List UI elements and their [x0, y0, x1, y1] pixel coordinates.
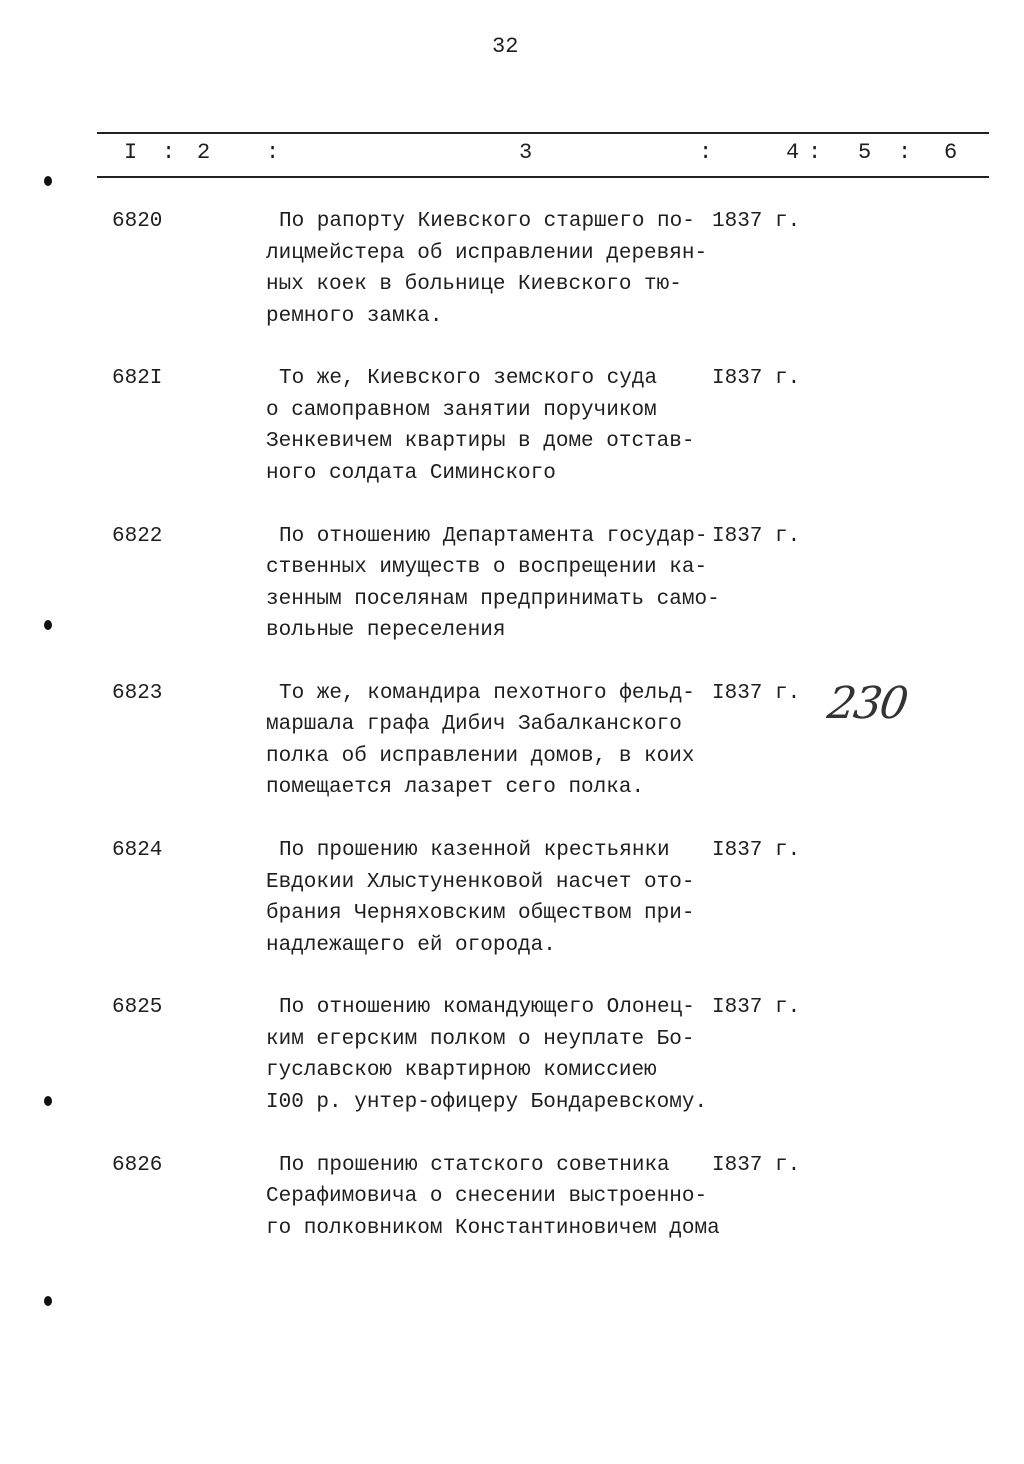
- description-line: маршала графа Дибич Забалканского: [266, 713, 682, 737]
- description-line: полка об исправлении домов, в коих: [266, 744, 695, 768]
- column-2-label: 2: [197, 140, 211, 165]
- column-5-label: 5: [858, 140, 872, 165]
- column-separator: :: [266, 140, 280, 165]
- description-line: о самоправном занятии поручиком: [266, 398, 657, 422]
- description-line: надлежащего ей огорода.: [266, 933, 556, 957]
- description-line: ного солдата Симинского: [266, 461, 556, 485]
- case-description: [266, 521, 720, 647]
- list-item: [0, 206, 1024, 363]
- description-line: По отношению Департамента государ-: [279, 524, 708, 548]
- case-year: I837 г.: [712, 996, 801, 1020]
- description-line: Зенкевичем квартиры в доме отстав-: [266, 430, 695, 454]
- case-year: I837 г.: [712, 681, 801, 705]
- description-line: По рапорту Киевского старшего по-: [279, 210, 695, 233]
- list-item: [0, 992, 1024, 1149]
- list-item: [0, 1150, 1024, 1307]
- case-description: [266, 992, 707, 1118]
- case-year: I837 г.: [712, 839, 801, 863]
- description-line: лицмейстера об исправлении деревян-: [266, 241, 708, 265]
- punch-hole-mark: [44, 1096, 52, 1106]
- case-year: I837 г.: [712, 524, 801, 548]
- entries-list: [0, 206, 1024, 1307]
- column-1-label: I: [124, 140, 138, 165]
- case-number: 6822: [112, 524, 163, 548]
- column-separator: :: [162, 140, 176, 165]
- case-number: 682I: [112, 367, 163, 391]
- handwritten-sheet-number: 230: [824, 678, 910, 729]
- description-line: По отношению командующего Олонец-: [279, 996, 695, 1020]
- list-item: [0, 521, 1024, 678]
- column-6-label: 6: [944, 140, 958, 165]
- header-top-rule: [97, 132, 989, 134]
- description-line: По прошению казенной крестьянки: [279, 839, 670, 863]
- description-line: го полковником Константиновичем дома: [266, 1216, 720, 1240]
- list-item: [0, 835, 1024, 992]
- description-line: вольные переселения: [266, 619, 506, 643]
- column-separator: :: [808, 140, 822, 165]
- case-year: I837 г.: [712, 367, 801, 391]
- case-description: [266, 206, 707, 332]
- case-number: 6824: [112, 839, 163, 863]
- description-line: Серафимовича о снесении выстроенно-: [266, 1185, 708, 1209]
- punch-hole-mark: [44, 176, 52, 186]
- description-line: По прошению статского советника: [279, 1153, 670, 1177]
- description-line: I00 р. унтер-офицеру Бондаревскому.: [266, 1090, 708, 1114]
- case-number: 6823: [112, 681, 163, 705]
- description-line: Евдокии Хлыстуненковой насчет ото-: [266, 870, 695, 894]
- case-description: [266, 835, 694, 961]
- description-line: зенным поселянам предпринимать само-: [266, 587, 720, 611]
- description-line: гуславскою квартирною комиссиею: [266, 1059, 657, 1083]
- case-number: 6825: [112, 996, 163, 1020]
- case-number: 6826: [112, 1153, 163, 1177]
- column-separator: :: [699, 140, 713, 165]
- description-line: ремного замка.: [266, 304, 443, 328]
- description-line: ким егерским полком о неуплате Бо-: [266, 1027, 695, 1051]
- column-separator: :: [898, 140, 912, 165]
- description-line: помещается лазарет сего полка.: [266, 776, 645, 800]
- page-number: 32: [492, 34, 519, 59]
- description-line: То же, командира пехотного фельд-: [279, 681, 695, 705]
- column-3-label: 3: [519, 140, 533, 165]
- case-year: 1837 г.: [712, 210, 801, 233]
- description-line: То же, Киевского земского суда: [279, 367, 658, 391]
- header-bottom-rule: [97, 176, 989, 178]
- list-item: [0, 363, 1024, 520]
- description-line: ственных имуществ о воспрещении ка-: [266, 556, 708, 580]
- punch-hole-mark: [44, 620, 52, 630]
- case-number: 6820: [112, 210, 163, 233]
- case-description: [266, 678, 695, 804]
- column-4-label: 4: [786, 140, 800, 165]
- punch-hole-mark: [44, 1296, 52, 1306]
- description-line: брания Черняховским обществом при-: [266, 902, 695, 926]
- description-line: ных коек в больнице Киевского тю-: [266, 273, 682, 296]
- case-year: I837 г.: [712, 1153, 801, 1177]
- case-description: [266, 363, 694, 489]
- case-description: [266, 1150, 720, 1245]
